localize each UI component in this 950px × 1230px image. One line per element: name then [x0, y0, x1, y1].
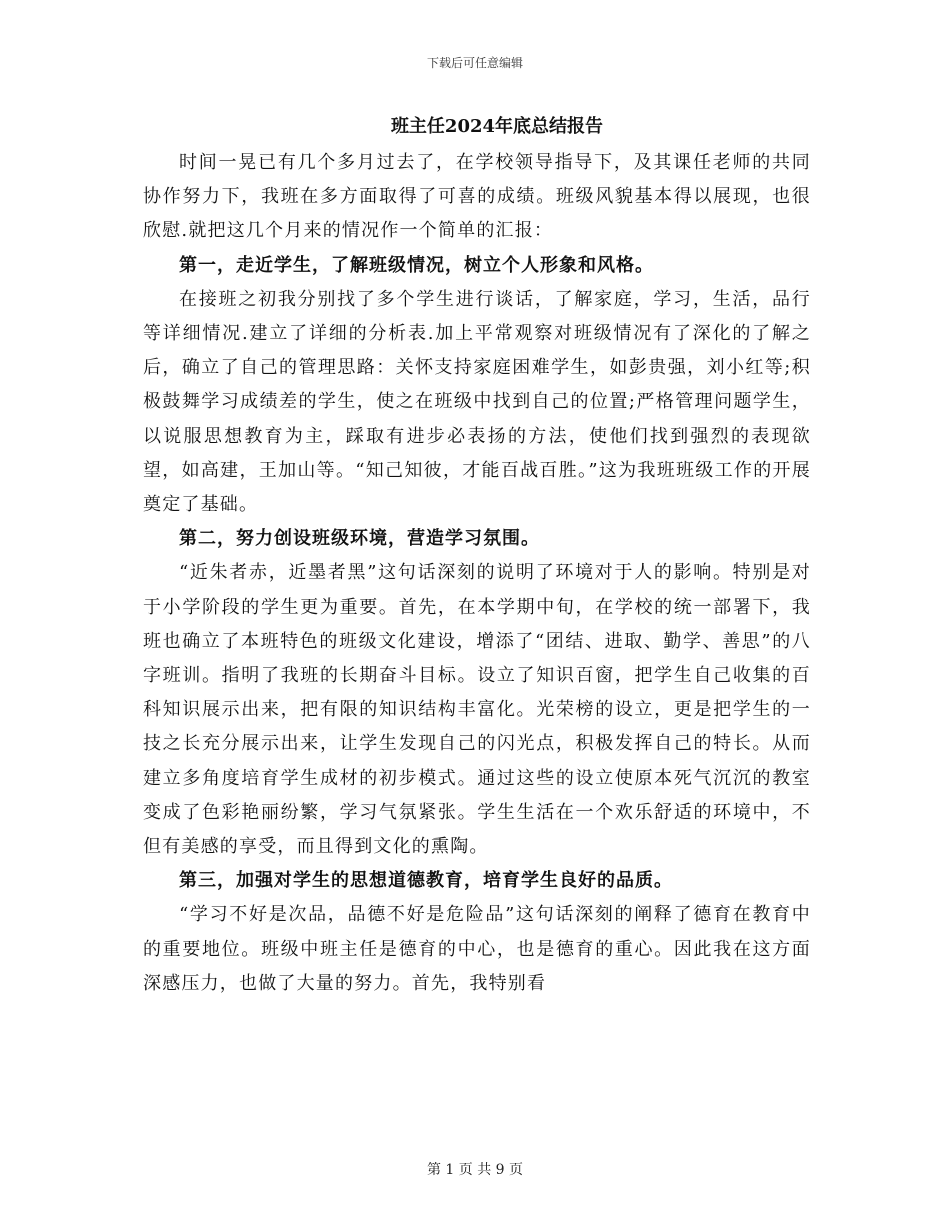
section-3-paragraph: “学习不好是次品，品德不好是危险品”这句话深刻的阐释了德育在教育中的重要地位。班级中班主任是德育的中心，也是德育的重心。因此我在这方面深感压力，也做了大量的努力。首先，我特别看	[143, 904, 811, 994]
document-title: 班主任2024年底总结报告	[390, 116, 604, 137]
section-2-paragraph: “近朱者赤，近墨者黑”这句话深刻的说明了环境对于人的影响。特别是对于小学阶段的学生更为重要。首先，在本学期中旬，在学校的统一部署下，我班也确立了本班特色的班级文化建设，增添了“团结、进取、勤学、善思”的八字班训。指明了我班的长期奋斗目标。设立了知识百窗，把学生自己收集的百科知识展示出来，把有限的知识结构丰富化。光荣榜的设立，更是把学生的一技之长充分展示出来，让学生发现自己的闪光点，积极发挥自己的特长。从而建立多角度培育学生成材的初步模式。通过这些的设立使原本死气沉沉的教室变成了色彩艳丽纷繁，学习气氛紧张。学生生活在一个欢乐舒适的环境中，不但有美感的享受，而且得到文化的熏陶。	[143, 562, 811, 858]
section-3-heading: 第三，加强对学生的思想道德教育，培育学生良好的品质。	[179, 870, 673, 892]
section-1-paragraph: 在接班之初我分别找了多个学生进行谈话，了解家庭，学习，生活，品行等详细情况.建立了详细的分析表.加上平常观察对班级情况有了深化的了解之后，确立了自己的管理思路：关怀支持家庭困难学生，如彭贵强，刘小红等;积极鼓舞学习成绩差的学生，使之在班级中找到自己的位置;严格管理问题学生，以说服思想教育为主，踩取有进步必表扬的方法，使他们找到强烈的表现欲望，如高建，王加山等。“知己知彼，才能百战百胜。”这为我班班级工作的开展奠定了基础。	[143, 288, 811, 516]
section-1-heading: 第一，走近学生，了解班级情况，树立个人形象和风格。	[179, 254, 654, 276]
intro-paragraph: 时间一晃已有几个多月过去了，在学校领导指导下，及其课任老师的共同协作努力下，我班在多方面取得了可喜的成绩。班级风貌基本得以展现，也很欣慰.就把这几个月来的情况作一个简单的汇报：	[143, 152, 811, 242]
document-body	[143, 112, 811, 1001]
page-header-note: 下载后可任意编辑	[426, 56, 523, 70]
page-number-footer: 第 1 页 共 9 页	[426, 1162, 524, 1178]
section-2-heading: 第二，努力创设班级环境，营造学习氛围。	[179, 528, 540, 550]
